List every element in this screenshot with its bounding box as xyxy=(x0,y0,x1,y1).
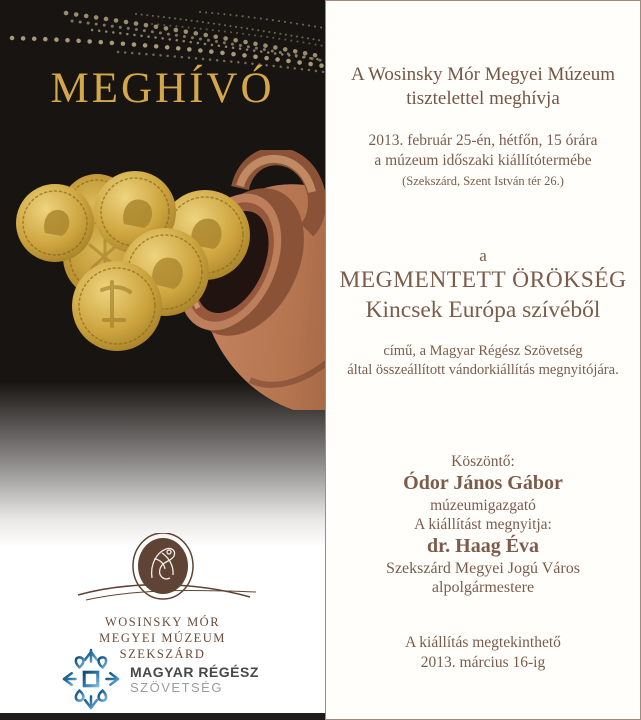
intro-block xyxy=(326,63,640,111)
mrsz-logo-line1: MAGYAR RÉGÉSZ xyxy=(130,663,259,680)
intro-line2: tisztelettel meghívja xyxy=(406,88,560,109)
coin-icon xyxy=(72,261,162,351)
museum-logo-line3: SZEKSZÁRD xyxy=(119,647,206,661)
organizer-line1: című, a Magyar Régész Szövetség xyxy=(383,343,583,359)
opener-title1: Szekszárd Megyei Jogú Város xyxy=(386,560,580,577)
opener-name: dr. Haag Éva xyxy=(426,535,540,557)
right-panel xyxy=(325,0,641,720)
exhibition-article: a xyxy=(479,246,487,265)
viewing-block xyxy=(326,633,640,673)
greeter-title: múzeumigazgató xyxy=(430,497,536,514)
greeting-label: Köszöntő: xyxy=(451,453,515,470)
viewing-line1: A kiállítás megtekinthető xyxy=(405,634,561,651)
event-address: (Szekszárd, Szent István tér 26.) xyxy=(402,174,564,188)
greeter-name: Ódor János Gábor xyxy=(403,472,563,494)
event-datetime: 2013. február 25-én, hétfőn, 15 órára xyxy=(368,132,598,149)
exhibition-subtitle: Kincsek Európa szívéből xyxy=(365,297,601,323)
event-venue: a múzeum időszaki kiállítótermébe xyxy=(374,152,592,169)
program-block xyxy=(326,452,640,597)
viewing-line2: 2013. március 16-ig xyxy=(420,654,546,671)
museum-logo xyxy=(0,533,325,662)
invitation-title: MEGHÍVÓ xyxy=(50,65,275,112)
mrsz-logo-line2: SZÖVETSÉG xyxy=(130,679,223,695)
museum-logo-line2: MEGYEI MÚZEUM xyxy=(99,631,226,645)
mrsz-cross-icon xyxy=(62,648,120,710)
museum-emblem-icon xyxy=(58,533,268,607)
opener-label: A kiállítást megnyitja: xyxy=(414,516,552,533)
bottom-edge-strip xyxy=(0,713,325,720)
museum-logo-line1: WOSINSKY MÓR xyxy=(104,615,221,629)
datetime-block xyxy=(326,131,640,191)
exhibition-title: MEGMENTETT ÖRÖKSÉG xyxy=(339,267,627,293)
mrsz-logo xyxy=(62,648,259,710)
intro-line1: A Wosinsky Mór Megyei Múzeum xyxy=(350,64,616,85)
jug-coins-illustration xyxy=(0,150,325,410)
exhibition-block xyxy=(326,246,640,325)
opener-title2: alpolgármestere xyxy=(431,579,535,596)
organizer-block xyxy=(326,342,640,379)
organizer-line2: által összeállított vándorkiállítás megnyitójára. xyxy=(347,361,619,378)
coin-icon xyxy=(16,184,94,262)
